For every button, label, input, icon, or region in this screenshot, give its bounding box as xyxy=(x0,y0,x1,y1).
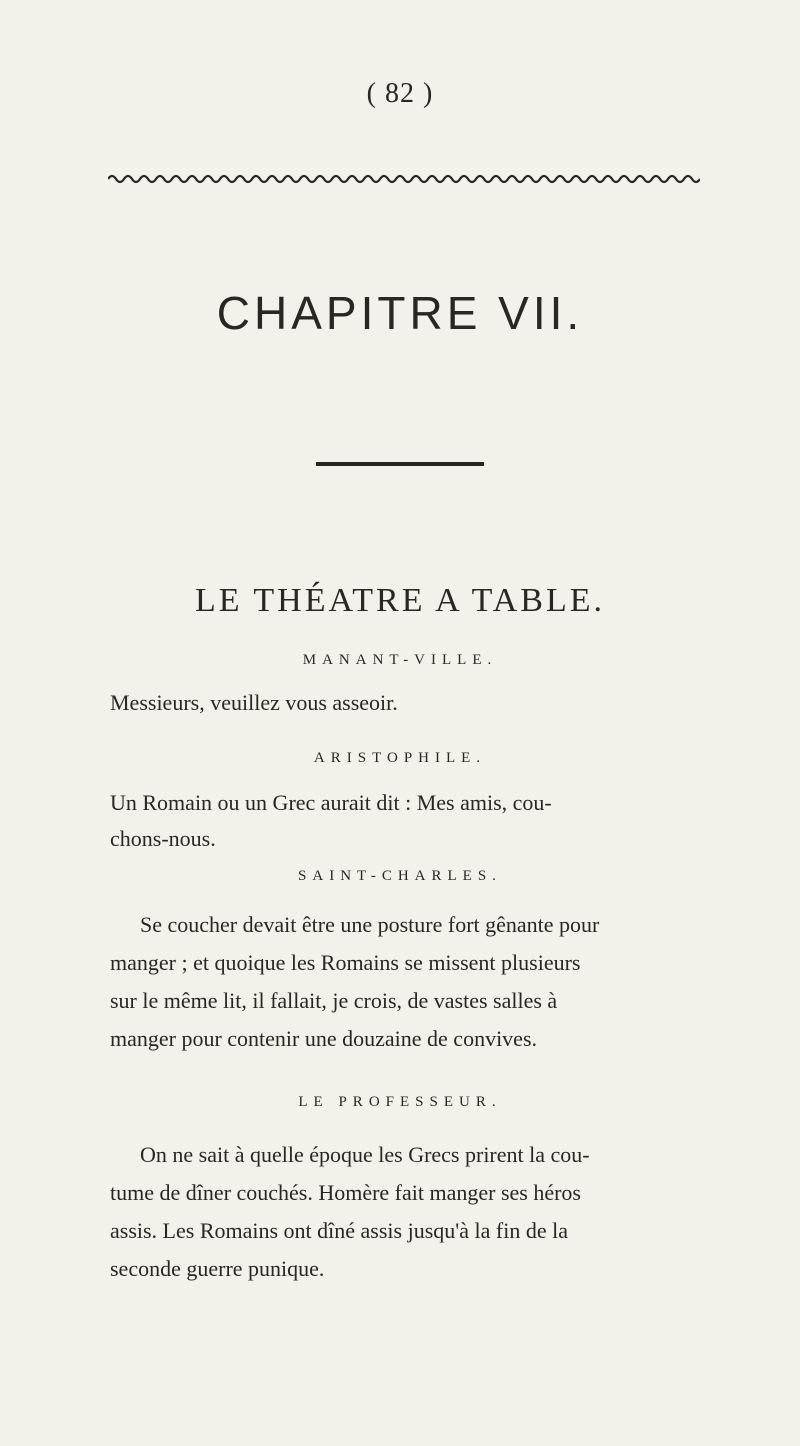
dialogue-line: Un Romain ou un Grec aurait dit : Mes amis, cou- xyxy=(110,790,552,815)
decorative-wavy-rule xyxy=(108,172,700,186)
dialogue-line: On ne sait à quelle époque les Grecs prirent la cou- xyxy=(140,1142,590,1167)
dialogue-line: seconde guerre punique. xyxy=(110,1256,325,1281)
dialogue-line: manger ; et quoique les Romains se missent plusieurs xyxy=(110,950,581,975)
section-divider xyxy=(316,462,484,466)
dialogue-line: Messieurs, veuillez vous asseoir. xyxy=(110,690,398,715)
speaker-name: LE PROFESSEUR. xyxy=(298,1094,502,1110)
dialogue-line: manger pour contenir une douzaine de convives. xyxy=(110,1026,538,1051)
speaker-name: MANANT-VILLE. xyxy=(302,652,498,668)
page-number: ( 82 ) xyxy=(366,78,434,109)
dialogue-line: sur le même lit, il fallait, je crois, de vastes salles à xyxy=(110,988,558,1013)
chapter-title: CHAPITRE VII. xyxy=(216,287,584,339)
speaker-name: ARISTOPHILE. xyxy=(313,750,487,766)
dialogue-line: chons-nous. xyxy=(110,826,216,851)
section-title: LE THÉATRE A TABLE. xyxy=(194,582,605,619)
dialogue-line: Se coucher devait être une posture fort gênante pour xyxy=(140,912,600,937)
dialogue-line: assis. Les Romains ont dîné assis jusqu'à la fin de la xyxy=(110,1218,568,1243)
dialogue-line: tume de dîner couchés. Homère fait manger ses héros xyxy=(110,1180,581,1205)
speaker-name: SAINT-CHARLES. xyxy=(298,868,502,884)
